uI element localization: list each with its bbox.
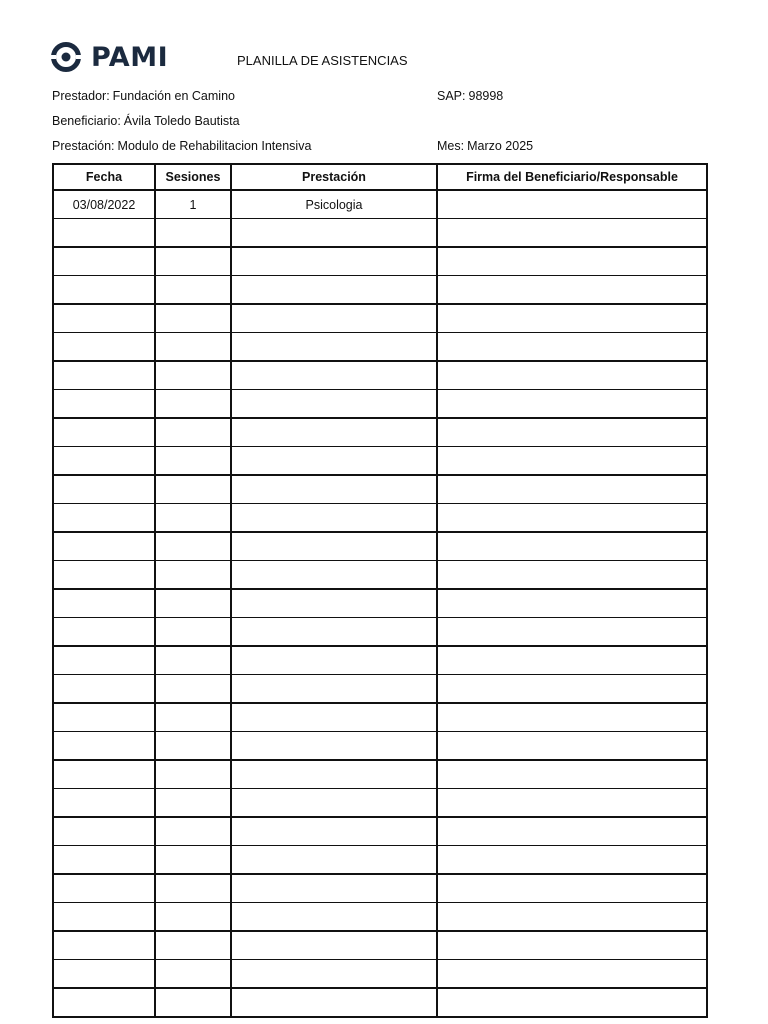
prestacion-cell: [231, 447, 437, 476]
table-row: [53, 475, 707, 504]
column-header-prestacion: Prestación: [231, 164, 437, 190]
table-row: [53, 561, 707, 590]
prestacion-cell: [231, 760, 437, 789]
fecha-cell: [53, 418, 155, 447]
table-row: [53, 304, 707, 333]
sesiones-cell: [155, 447, 231, 476]
prestacion-cell: [231, 219, 437, 248]
fecha-cell: [53, 988, 155, 1017]
table-row: [53, 789, 707, 818]
firma-cell[interactable]: [437, 561, 707, 590]
prestacion-cell: [231, 504, 437, 533]
table-row: [53, 532, 707, 561]
prestacion-cell: [231, 646, 437, 675]
prestacion-cell: Psicologia: [231, 190, 437, 219]
prestacion-cell: [231, 333, 437, 362]
table-row: [53, 447, 707, 476]
fecha-cell: [53, 703, 155, 732]
firma-cell[interactable]: [437, 219, 707, 248]
prestacion-cell: [231, 618, 437, 647]
firma-cell[interactable]: [437, 532, 707, 561]
sap-value: 98998: [468, 89, 504, 103]
firma-cell[interactable]: [437, 390, 707, 419]
table-row: [53, 618, 707, 647]
firma-cell[interactable]: [437, 447, 707, 476]
table-row: [53, 247, 707, 276]
table-row: [53, 817, 707, 846]
fecha-cell: [53, 390, 155, 419]
prestacion-cell: [231, 418, 437, 447]
fecha-cell: [53, 960, 155, 989]
prestacion-line: [52, 139, 311, 153]
table-row: [53, 390, 707, 419]
fecha-cell: [53, 846, 155, 875]
firma-cell[interactable]: [437, 361, 707, 390]
prestacion-cell: [231, 361, 437, 390]
fecha-cell: [53, 903, 155, 932]
sesiones-cell: [155, 960, 231, 989]
sesiones-cell: [155, 333, 231, 362]
fecha-cell: [53, 931, 155, 960]
table-row: [53, 903, 707, 932]
table-row: [53, 874, 707, 903]
fecha-cell: [53, 561, 155, 590]
prestacion-cell: [231, 988, 437, 1017]
firma-cell[interactable]: [437, 418, 707, 447]
sesiones-cell: [155, 361, 231, 390]
prestacion-cell: [231, 589, 437, 618]
beneficiario-line: [52, 114, 240, 128]
attendance-table: [52, 163, 708, 1018]
sesiones-cell: [155, 732, 231, 761]
firma-cell[interactable]: [437, 304, 707, 333]
firma-cell[interactable]: [437, 703, 707, 732]
prestacion-cell: [231, 846, 437, 875]
table-row: [53, 589, 707, 618]
sesiones-cell: [155, 561, 231, 590]
sesiones-cell: 1: [155, 190, 231, 219]
firma-cell[interactable]: [437, 960, 707, 989]
prestacion-cell: [231, 276, 437, 305]
table-row: [53, 931, 707, 960]
firma-cell[interactable]: [437, 589, 707, 618]
table-row: [53, 846, 707, 875]
prestacion-cell: [231, 675, 437, 704]
sesiones-cell: [155, 931, 231, 960]
sesiones-cell: [155, 703, 231, 732]
sesiones-cell: [155, 846, 231, 875]
prestacion-cell: [231, 732, 437, 761]
sesiones-cell: [155, 760, 231, 789]
firma-cell[interactable]: [437, 675, 707, 704]
prestador-label: Prestador:: [52, 89, 110, 103]
pami-logo-icon: [50, 41, 82, 73]
table-row: [53, 675, 707, 704]
beneficiario-label: Beneficiario:: [52, 114, 121, 128]
pami-logo: [50, 40, 168, 74]
sesiones-cell: [155, 304, 231, 333]
prestador-line: [52, 89, 235, 103]
prestacion-cell: [231, 960, 437, 989]
prestacion-cell: [231, 703, 437, 732]
sesiones-cell: [155, 247, 231, 276]
prestacion-cell: [231, 475, 437, 504]
fecha-cell: [53, 532, 155, 561]
firma-cell[interactable]: [437, 618, 707, 647]
firma-cell[interactable]: [437, 333, 707, 362]
table-row: [53, 760, 707, 789]
prestacion-cell: [231, 874, 437, 903]
fecha-cell: [53, 219, 155, 248]
fecha-cell: [53, 675, 155, 704]
firma-cell[interactable]: [437, 276, 707, 305]
firma-cell[interactable]: [437, 760, 707, 789]
fecha-cell: [53, 361, 155, 390]
table-row: [53, 219, 707, 248]
fecha-cell: [53, 646, 155, 675]
prestacion-cell: [231, 532, 437, 561]
column-header-sesiones: Sesiones: [155, 164, 231, 190]
sesiones-cell: [155, 874, 231, 903]
firma-cell[interactable]: [437, 988, 707, 1017]
sesiones-cell: [155, 504, 231, 533]
firma-cell[interactable]: [437, 475, 707, 504]
table-row: [53, 988, 707, 1017]
table-row: [53, 703, 707, 732]
fecha-cell: [53, 447, 155, 476]
sesiones-cell: [155, 589, 231, 618]
mes-line: [437, 139, 533, 153]
prestacion-cell: [231, 817, 437, 846]
column-header-fecha: Fecha: [53, 164, 155, 190]
sap-label: SAP:: [437, 89, 466, 103]
table-row: [53, 190, 707, 219]
fecha-cell: [53, 817, 155, 846]
page-title: PLANILLA DE ASISTENCIAS: [237, 53, 408, 68]
firma-cell[interactable]: [437, 931, 707, 960]
sesiones-cell: [155, 618, 231, 647]
prestacion-cell: [231, 903, 437, 932]
prestacion-cell: [231, 561, 437, 590]
logo-text: PAMI: [91, 41, 169, 73]
sesiones-cell: [155, 646, 231, 675]
fecha-cell: [53, 618, 155, 647]
firma-cell[interactable]: [437, 504, 707, 533]
fecha-cell: [53, 333, 155, 362]
sesiones-cell: [155, 988, 231, 1017]
sesiones-cell: [155, 789, 231, 818]
fecha-cell: [53, 475, 155, 504]
table-header-row: [53, 164, 707, 190]
firma-cell[interactable]: [437, 190, 707, 219]
firma-cell[interactable]: [437, 817, 707, 846]
firma-cell[interactable]: [437, 247, 707, 276]
prestacion-cell: [231, 390, 437, 419]
sesiones-cell: [155, 903, 231, 932]
prestador-value: Fundación en Camino: [112, 89, 235, 103]
sesiones-cell: [155, 675, 231, 704]
fecha-cell: [53, 304, 155, 333]
firma-cell[interactable]: [437, 732, 707, 761]
mes-value: Marzo 2025: [467, 139, 534, 153]
table-row: [53, 646, 707, 675]
fecha-cell: [53, 247, 155, 276]
prestacion-label: Prestación:: [52, 139, 115, 153]
beneficiario-value: Ávila Toledo Bautista: [123, 114, 240, 128]
fecha-cell: [53, 732, 155, 761]
firma-cell[interactable]: [437, 874, 707, 903]
fecha-cell: [53, 874, 155, 903]
sap-line: [437, 89, 503, 103]
sesiones-cell: [155, 390, 231, 419]
table-row: [53, 276, 707, 305]
sesiones-cell: [155, 532, 231, 561]
sesiones-cell: [155, 475, 231, 504]
prestacion-cell: [231, 304, 437, 333]
fecha-cell: [53, 504, 155, 533]
sesiones-cell: [155, 276, 231, 305]
table-row: [53, 418, 707, 447]
fecha-cell: 03/08/2022: [53, 190, 155, 219]
sesiones-cell: [155, 219, 231, 248]
fecha-cell: [53, 276, 155, 305]
table-row: [53, 960, 707, 989]
sesiones-cell: [155, 817, 231, 846]
prestacion-value: Modulo de Rehabilitacion Intensiva: [117, 139, 312, 153]
sesiones-cell: [155, 418, 231, 447]
table-row: [53, 361, 707, 390]
firma-cell[interactable]: [437, 903, 707, 932]
fecha-cell: [53, 760, 155, 789]
firma-cell[interactable]: [437, 789, 707, 818]
prestacion-cell: [231, 931, 437, 960]
table-row: [53, 732, 707, 761]
firma-cell[interactable]: [437, 846, 707, 875]
mes-label: Mes:: [437, 139, 465, 153]
prestacion-cell: [231, 789, 437, 818]
column-header-firma: Firma del Beneficiario/Responsable: [437, 164, 707, 190]
table-row: [53, 333, 707, 362]
table-body: [53, 190, 707, 1017]
prestacion-cell: [231, 247, 437, 276]
table-row: [53, 504, 707, 533]
fecha-cell: [53, 789, 155, 818]
firma-cell[interactable]: [437, 646, 707, 675]
fecha-cell: [53, 589, 155, 618]
